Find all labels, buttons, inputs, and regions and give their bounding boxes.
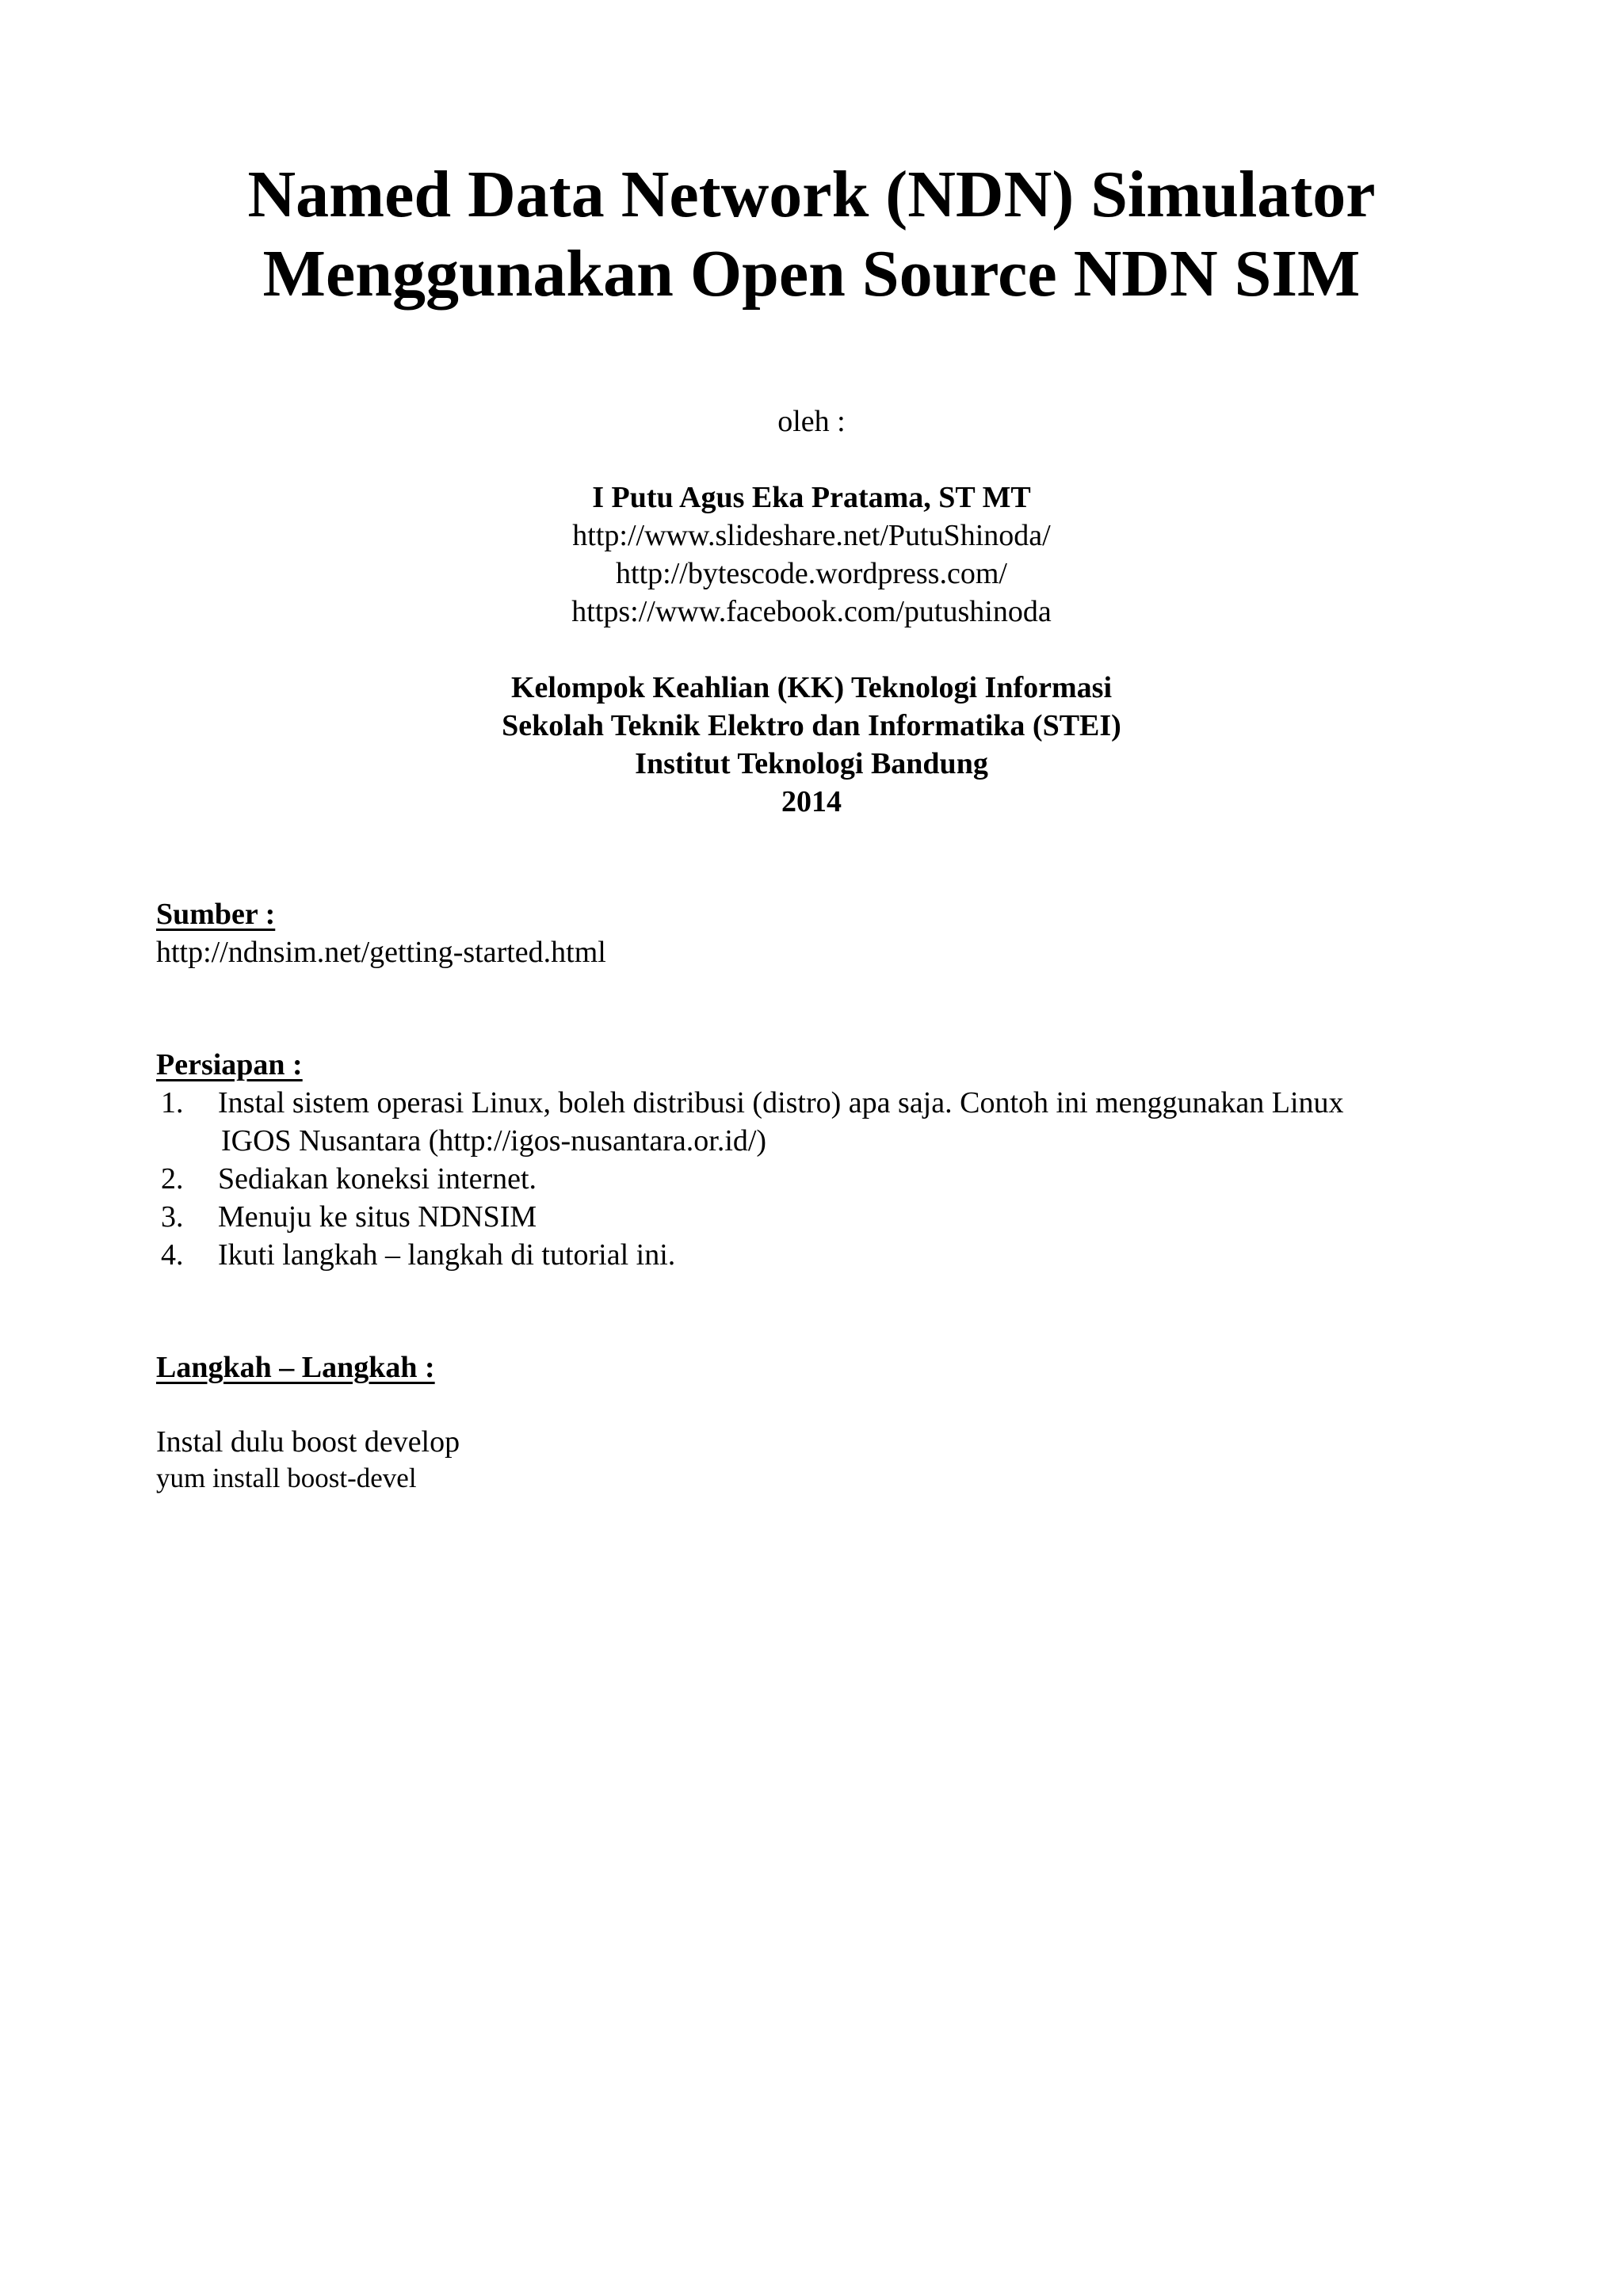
list-item-text: Menuju ke situs NDNSIM xyxy=(218,1200,537,1234)
sumber-url[interactable]: http://ndnsim.net/getting-started.html xyxy=(156,936,606,969)
sumber-heading: Sumber : xyxy=(156,898,276,931)
author-link-slideshare[interactable]: http://www.slideshare.net/PutuShinoda/ xyxy=(572,519,1051,552)
list-item-text: Instal sistem operasi Linux, boleh distribusi (distro) apa saja. Contoh ini menggunakan Linux xyxy=(218,1086,1344,1119)
persiapan-heading: Persiapan : xyxy=(156,1048,303,1081)
author-link-facebook[interactable]: https://www.facebook.com/putushinoda xyxy=(571,595,1052,628)
list-item-number: 3. xyxy=(161,1200,184,1234)
title-line-2: Menggunakan Open Source NDN SIM xyxy=(262,237,1361,311)
affiliation-school: Sekolah Teknik Elektro dan Informatika (STEI) xyxy=(502,709,1121,742)
langkah-intro: Instal dulu boost develop xyxy=(156,1425,460,1459)
author-link-wordpress[interactable]: http://bytescode.wordpress.com/ xyxy=(616,557,1007,590)
list-item-number: 2. xyxy=(161,1162,184,1196)
langkah-command: yum install boost-devel xyxy=(156,1463,417,1493)
author-name: I Putu Agus Eka Pratama, ST MT xyxy=(592,481,1031,514)
affiliation-institute: Institut Teknologi Bandung xyxy=(635,747,988,780)
affiliation-group: Kelompok Keahlian (KK) Teknologi Informasi xyxy=(511,671,1112,704)
byline-label: oleh : xyxy=(777,405,846,438)
langkah-heading: Langkah – Langkah : xyxy=(156,1351,435,1384)
list-item-text-continued: IGOS Nusantara (http://igos-nusantara.or.id/) xyxy=(221,1124,767,1158)
affiliation-year: 2014 xyxy=(781,785,842,818)
title-line-1: Named Data Network (NDN) Simulator xyxy=(247,158,1376,231)
list-item-text: Sediakan koneksi internet. xyxy=(218,1162,537,1196)
list-item-number: 1. xyxy=(161,1086,184,1119)
list-item-text: Ikuti langkah – langkah di tutorial ini. xyxy=(218,1238,676,1272)
list-item-number: 4. xyxy=(161,1238,184,1272)
